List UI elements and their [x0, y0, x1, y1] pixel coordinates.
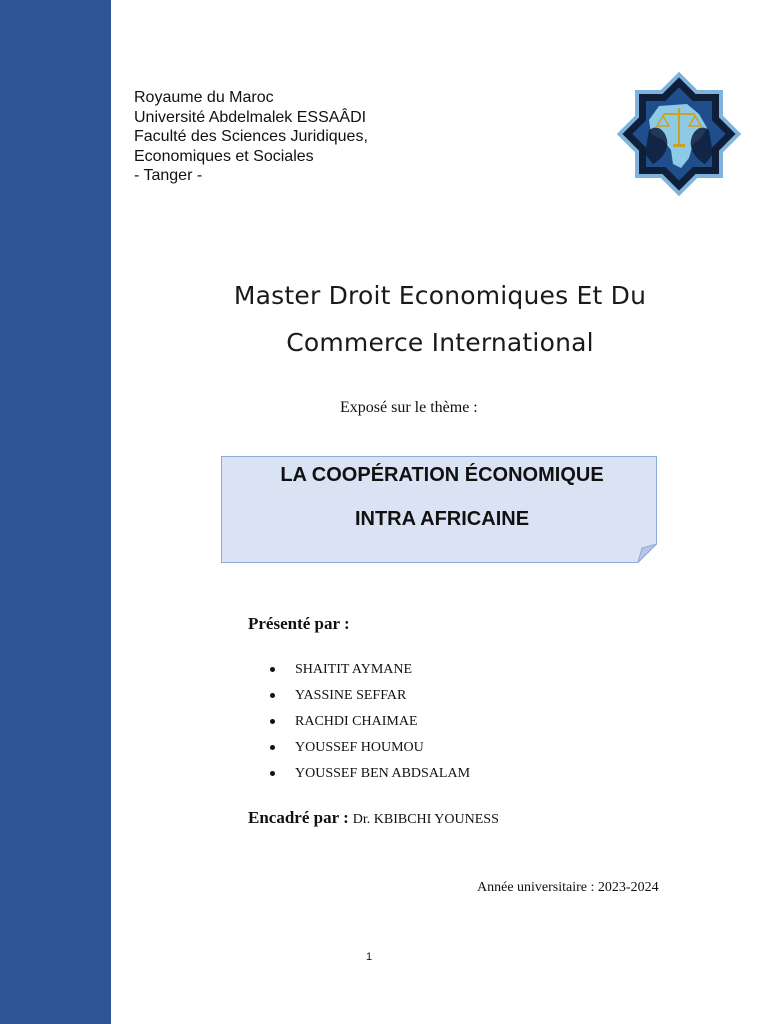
master-title — [140, 272, 740, 366]
page-number: 1 — [366, 951, 373, 963]
theme-intro: Exposé sur le thème : — [340, 399, 478, 416]
bullet-icon — [270, 693, 275, 698]
supervisor — [248, 808, 499, 828]
member-name: YASSINE SEFFAR — [295, 688, 407, 703]
institution-line-city: - Tanger - — [134, 167, 203, 185]
member-name: YOUSSEF HOUMOU — [295, 740, 424, 755]
bullet-icon — [270, 771, 275, 776]
institution-header — [134, 88, 368, 186]
master-title-line2: Commerce International — [286, 328, 594, 357]
supervisor-label: Encadré par : — [248, 808, 349, 827]
side-band — [0, 0, 111, 1024]
presented-by-label: Présenté par : — [248, 614, 350, 633]
master-title-line1: Master Droit Economiques Et Du — [233, 281, 647, 310]
theme-title-line2: INTRA AFRICAINE — [354, 508, 530, 530]
institution-line-university: Université Abdelmalek ESSAÂDI — [134, 108, 367, 126]
institution-line-faculty-cont: Economiques et Sociales — [134, 147, 314, 165]
bullet-icon — [270, 745, 275, 750]
institution-line-faculty: Faculté des Sciences Juridiques, — [134, 128, 368, 146]
member-name: YOUSSEF BEN ABDSALAM — [295, 766, 471, 781]
academic-year: Année universitaire : 2023-2024 — [477, 880, 659, 895]
theme-box — [221, 456, 657, 563]
theme-title-line1: LA COOPÉRATION ÉCONOMIQUE — [280, 464, 604, 486]
bullet-icon — [270, 667, 275, 672]
bullet-icon — [270, 719, 275, 724]
supervisor-name: Dr. KBIBCHI YOUNESS — [352, 812, 499, 827]
institution-line-kingdom: Royaume du Maroc — [134, 89, 274, 106]
member-name: SHAITIT AYMANE — [295, 662, 413, 677]
member-name: RACHDI CHAIMAE — [295, 714, 418, 729]
faculty-logo-icon — [614, 68, 744, 200]
